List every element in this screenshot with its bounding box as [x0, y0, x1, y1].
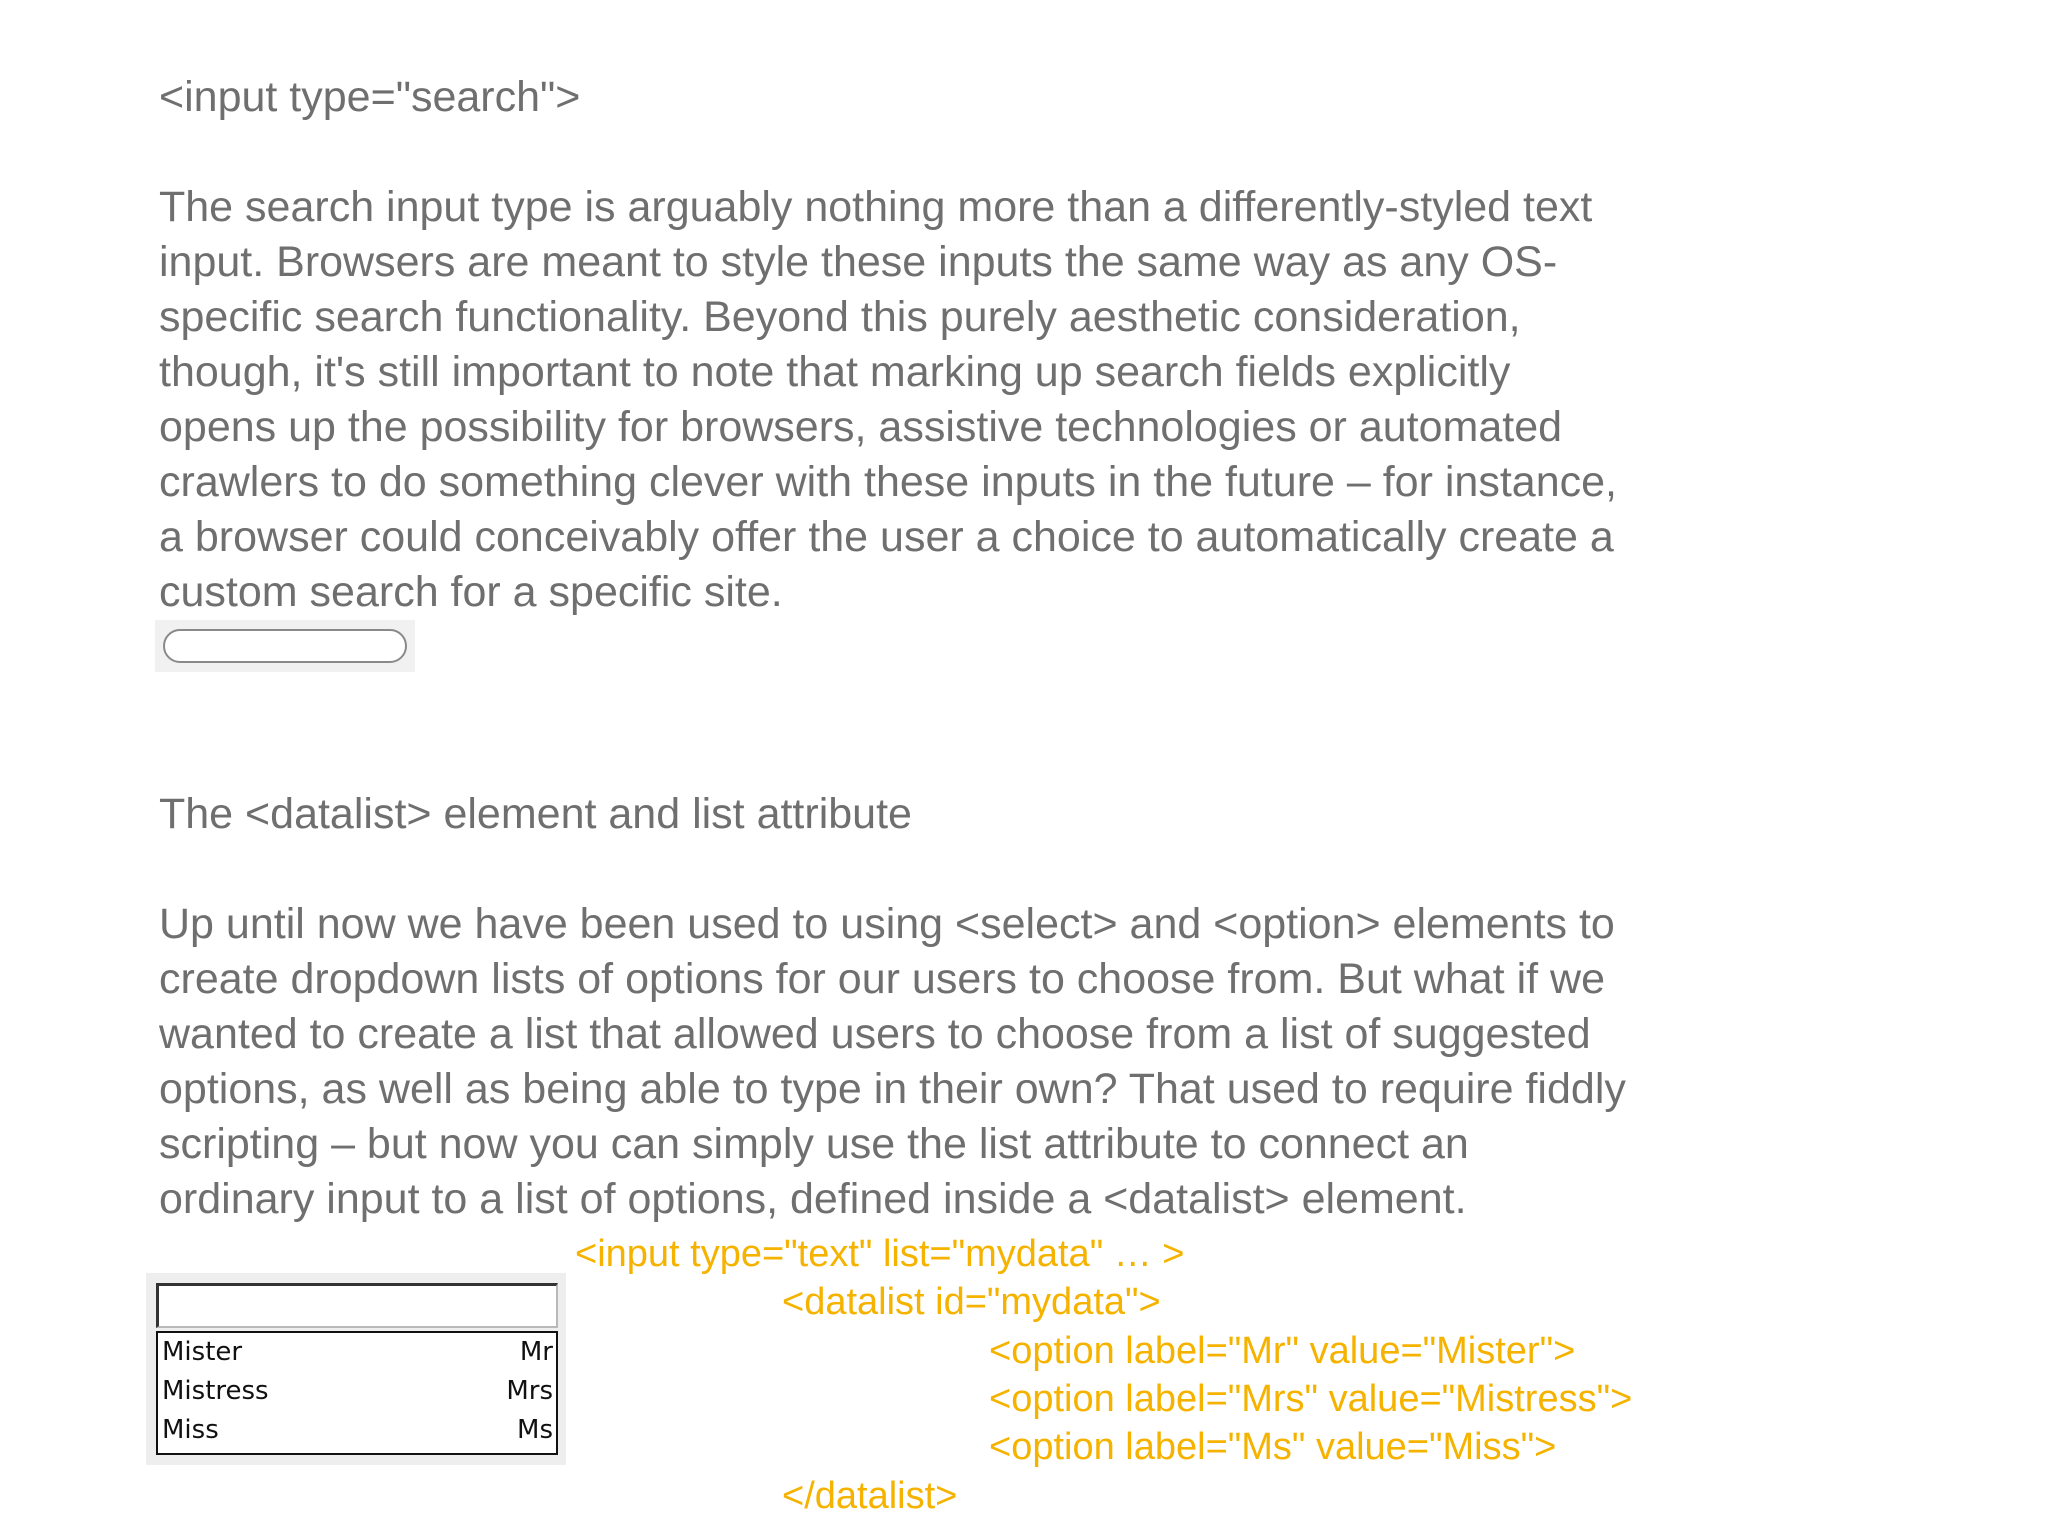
datalist-option-mistress[interactable] — [162, 1372, 553, 1411]
paragraph-line: The search input type is arguably nothing more than a differently-styled text — [159, 183, 1593, 231]
option-label: Mrs — [506, 1376, 553, 1406]
datalist-section-heading: The <datalist> element and list attribute — [159, 790, 912, 838]
search-section-heading: <input type="search"> — [159, 73, 581, 121]
search-input[interactable] — [163, 629, 407, 663]
option-label: Ms — [517, 1415, 553, 1445]
paragraph-line: crawlers to do something clever with these inputs in the future – for instance, — [159, 458, 1617, 506]
paragraph-line: though, it's still important to note that marking up search fields explicitly — [159, 348, 1511, 396]
paragraph-line: input. Browsers are meant to style these inputs the same way as any OS- — [159, 238, 1558, 286]
code-line-input: <input type="text" list="mydata" … > — [575, 1233, 1185, 1275]
option-value: Mistress — [162, 1376, 269, 1406]
paragraph-line: custom search for a specific site. — [159, 568, 783, 616]
option-label: Mr — [519, 1337, 553, 1367]
paragraph-line: a browser could conceivably offer the user a choice to automatically create a — [159, 513, 1614, 561]
datalist-option-mister[interactable] — [162, 1333, 553, 1372]
code-line-datalist-close: </datalist> — [782, 1475, 958, 1517]
option-value: Mister — [162, 1337, 243, 1367]
paragraph-line: options, as well as being able to type in their own? That used to require fiddly — [159, 1065, 1626, 1113]
datalist-demo — [146, 1273, 566, 1465]
datalist-text-input[interactable] — [156, 1283, 558, 1328]
code-line-option-mr: <option label="Mr" value="Mister"> — [989, 1330, 1576, 1372]
datalist-section-paragraph — [159, 897, 1626, 1227]
code-line-option-mrs: <option label="Mrs" value="Mistress"> — [989, 1378, 1633, 1420]
search-section-paragraph — [159, 180, 1617, 620]
paragraph-line: specific search functionality. Beyond this purely aesthetic consideration, — [159, 293, 1521, 341]
code-line-option-ms: <option label="Ms" value="Miss"> — [989, 1426, 1557, 1468]
datalist-option-miss[interactable] — [162, 1411, 553, 1450]
option-value: Miss — [162, 1415, 219, 1445]
paragraph-line: opens up the possibility for browsers, assistive technologies or automated — [159, 403, 1563, 451]
search-input-example — [155, 620, 415, 672]
paragraph-line: create dropdown lists of options for our users to choose from. But what if we — [159, 955, 1605, 1003]
paragraph-line: Up until now we have been used to using <select> and <option> elements to — [159, 900, 1615, 948]
datalist-dropdown — [156, 1331, 558, 1455]
paragraph-line: scripting – but now you can simply use the list attribute to connect an — [159, 1120, 1469, 1168]
paragraph-line: ordinary input to a list of options, defined inside a <datalist> element. — [159, 1175, 1467, 1223]
paragraph-line: wanted to create a list that allowed users to choose from a list of suggested — [159, 1010, 1591, 1058]
code-line-datalist-open: <datalist id="mydata"> — [782, 1281, 1161, 1323]
